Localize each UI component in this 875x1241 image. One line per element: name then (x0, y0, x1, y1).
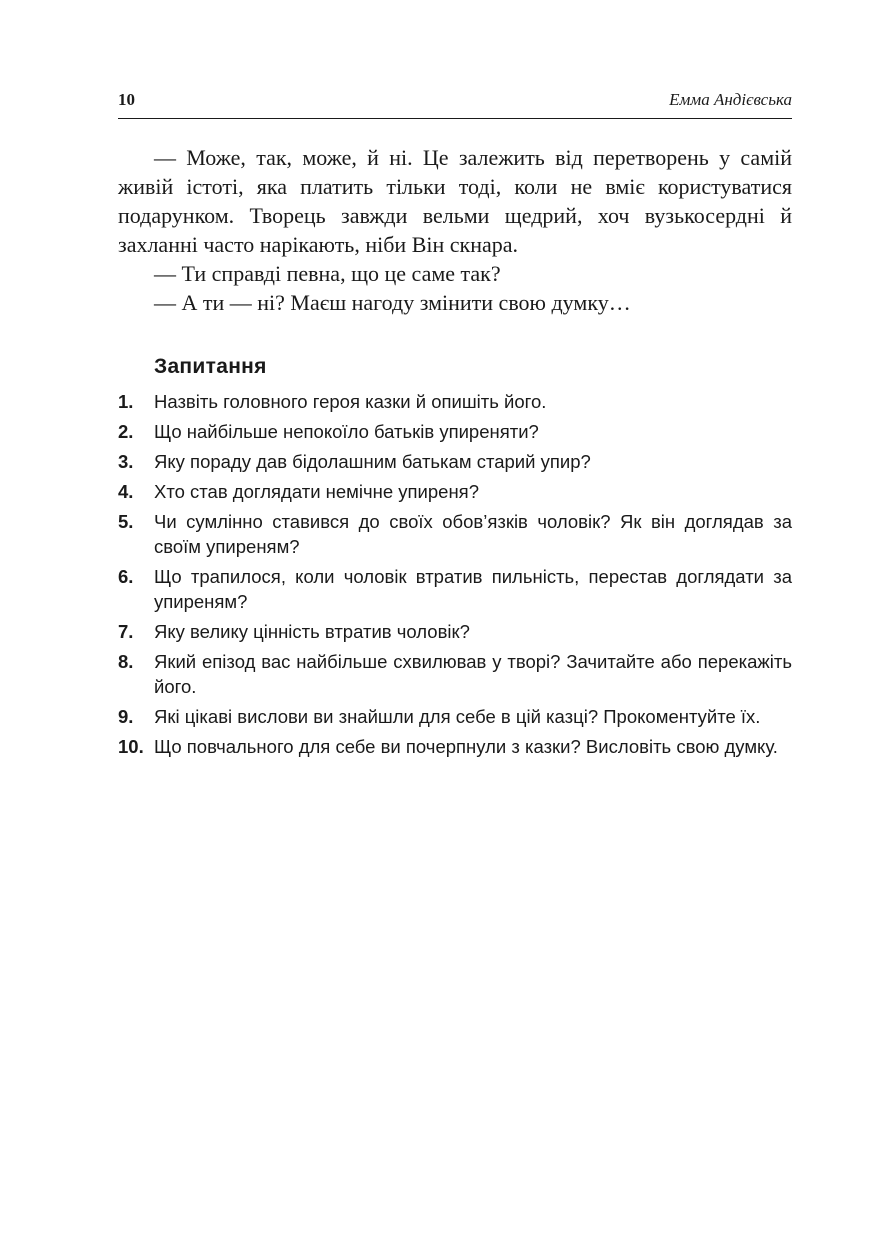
question-number: 2. (118, 421, 134, 442)
question-text: Які цікаві вислови ви знайшли для себе в цій казці? Прокоментуйте їх. (154, 706, 761, 727)
question-item (118, 564, 792, 614)
dialogue-paragraph: — А ти — ні? Маєш нагоду змінити свою думку… (154, 290, 631, 315)
question-item (118, 389, 792, 414)
page-number: 10 (118, 90, 135, 109)
question-item (118, 619, 792, 644)
running-title: Емма Андієвська (669, 90, 792, 109)
question-number: 4. (118, 481, 134, 502)
question-number: 5. (118, 511, 134, 532)
questions-list (118, 389, 792, 764)
dialogue-paragraph: — Ти справді певна, що це саме так? (154, 261, 501, 286)
question-number: 8. (118, 651, 134, 672)
question-text: Хто став доглядати немічне упиреня? (154, 481, 479, 502)
question-text: Що найбільше непокоїло батьків упиреняти? (154, 421, 539, 442)
question-number: 10. (118, 736, 144, 757)
question-item (118, 419, 792, 444)
page-header (118, 88, 792, 119)
dialogue-paragraph: — Може, так, може, й ні. Це залежить від перетворень у самій живій істоті, яка платить тільки тоді, коли не вміє користуватися подарунком. Творець завжди вельми щедрий, хоч вузькосердні й захланні часто нарікають, ніби Він скнара. (118, 145, 792, 257)
story-ending (118, 143, 792, 317)
question-number: 6. (118, 566, 134, 587)
question-number: 7. (118, 621, 134, 642)
question-item (118, 649, 792, 699)
question-text: Що повчального для себе ви почерпнули з казки? Висловіть свою думку. (154, 736, 778, 757)
question-item (118, 479, 792, 504)
questions-heading: Запитання (154, 355, 267, 378)
question-number: 3. (118, 451, 134, 472)
question-item (118, 509, 792, 559)
question-text: Яку велику цінність втратив чоловік? (154, 621, 470, 642)
question-number: 1. (118, 391, 134, 412)
question-item (118, 449, 792, 474)
question-text: Що трапилося, коли чоловік втратив пильність, перестав доглядати за упиреням? (154, 566, 792, 612)
question-text: Назвіть головного героя казки й опишіть його. (154, 391, 547, 412)
question-text: Чи сумлінно ставився до своїх обов’язків чоловік? Як він доглядав за своїм упиреням? (154, 511, 792, 557)
question-number: 9. (118, 706, 134, 727)
question-text: Яку пораду дав бідолашним батькам старий упир? (154, 451, 591, 472)
question-text: Який епізод вас найбільше схвилював у творі? Зачитайте або перекажіть його. (154, 651, 792, 697)
question-item (118, 704, 792, 729)
question-item (118, 734, 792, 759)
